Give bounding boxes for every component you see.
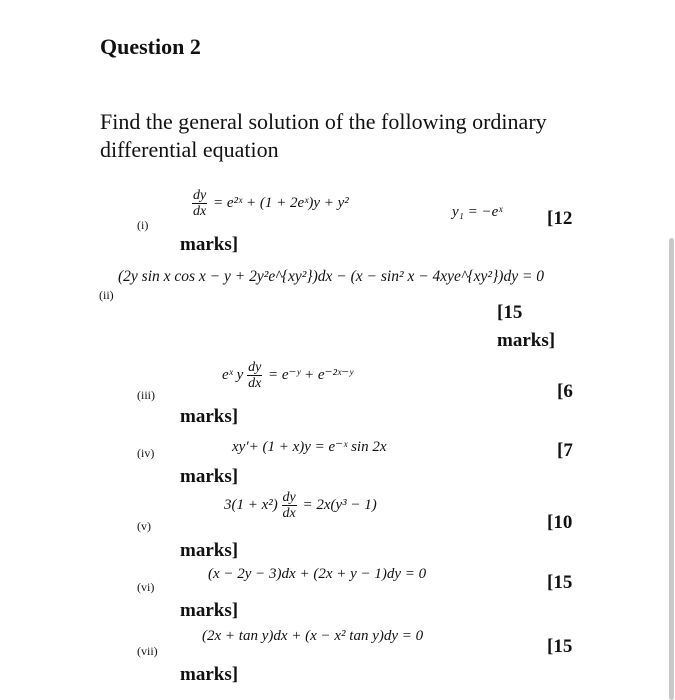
equation: xy′+ (1 + x)y = e⁻ˣ sin 2x <box>232 439 387 455</box>
derivative-fraction <box>192 188 207 219</box>
equation <box>192 188 349 219</box>
item-label: (v) <box>137 519 151 533</box>
marks-word: marks] <box>180 664 239 685</box>
equation-lhs-prefix: 3(1 + x²) <box>224 496 278 513</box>
item-label: (iii) <box>137 388 155 402</box>
question-title: Question 2 <box>100 34 201 59</box>
item-label: (i) <box>137 218 149 232</box>
instruction-line-1: Find the general solution of the following ordinary <box>100 109 547 134</box>
fraction-numerator: dy <box>282 490 296 505</box>
equation: (2x + tan y)dx + (x − x² tan y)dy = 0 <box>202 628 424 644</box>
equation: (2y sin x cos x − y + 2y²e^{xy²})dx − (x − sin² x − 4xye^{xy²})dy = 0 <box>118 268 545 285</box>
marks-number: [15 <box>497 302 523 323</box>
item-label: (iv) <box>137 446 155 460</box>
fraction-denominator: dx <box>248 376 262 391</box>
marks-number: [10 <box>547 512 573 533</box>
equation: (x − 2y − 3)dx + (2x + y − 1)dy = 0 <box>208 566 427 582</box>
equation <box>222 360 353 391</box>
item-label: (ii) <box>99 288 114 302</box>
marks-word: marks] <box>180 234 239 255</box>
marks-number: [12 <box>547 208 573 229</box>
equation-rhs: = 2x(y³ − 1) <box>302 496 377 513</box>
derivative-fraction <box>247 360 262 391</box>
marks-number: [7 <box>557 440 573 461</box>
item-label: (vii) <box>137 644 158 658</box>
marks-word: marks] <box>180 406 239 427</box>
marks-word: marks] <box>180 540 239 561</box>
equation <box>224 490 377 521</box>
marks-word: marks] <box>180 600 239 621</box>
derivative-fraction <box>282 490 297 521</box>
fraction-numerator: dy <box>248 360 262 375</box>
question-instruction <box>100 108 547 164</box>
marks-word: marks] <box>497 330 556 351</box>
equation-rhs: = e⁻ʸ + e⁻²ˣ⁻ʸ <box>268 366 353 383</box>
given-solution: y₁ = −eˣ <box>452 204 503 220</box>
fraction-denominator: dx <box>282 506 296 521</box>
marks-number: [15 <box>547 636 573 657</box>
equation-lhs-prefix: eˣ y <box>222 366 244 383</box>
item-label: (vi) <box>137 580 155 594</box>
marks-word: marks] <box>180 466 239 487</box>
equation-rhs: = e²ˣ + (1 + 2eˣ)y + y² <box>212 194 349 211</box>
marks-number: [6 <box>557 381 573 402</box>
fraction-denominator: dx <box>193 204 207 219</box>
marks-number: [15 <box>547 572 573 593</box>
fraction-numerator: dy <box>193 188 207 203</box>
vertical-scrollbar[interactable] <box>669 238 674 700</box>
instruction-line-2: differential equation <box>100 137 279 162</box>
